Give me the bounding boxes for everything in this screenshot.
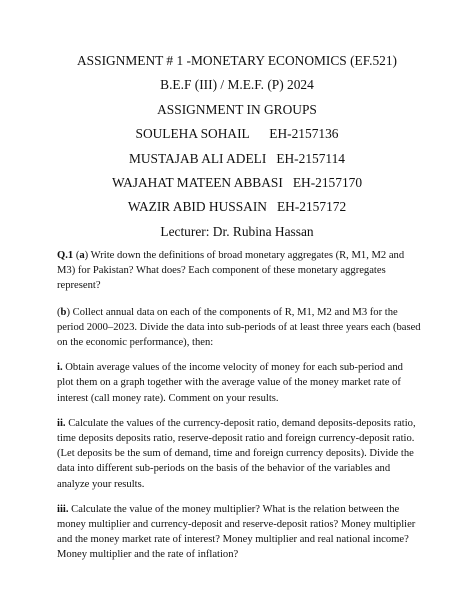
lecturer-line: Lecturer: Dr. Rubina Hassan: [160, 223, 314, 239]
question-1b: (b) Collect annual data on each of the components of R, M1, M2 and M3 for the period 2000–2023. Divide the data into sub-periods of at least three years each (based on the economic performance), then:: [57, 306, 421, 349]
sub-ii-text: Calculate the values of the currency-deposit ratio, demand deposits-deposits ratio, time deposits deposits ratio, reserve-deposit ratio and foreign currency-deposit ratio. (Let deposits be the sum of demand, time and foreign currency deposits). Divide the data into different sub-periods on the basis of the behavior of the variables and analyze your results.: [57, 417, 416, 490]
member-4: WAZIR ABID HUSSAIN EH-2157172: [127, 199, 347, 215]
part-b-tag: b: [60, 306, 67, 318]
question-1-label: Q.1: [57, 250, 74, 261]
assignment-title: ASSIGNMENT # 1 -MONETARY ECONOMICS (EF.521): [77, 53, 397, 68]
sub-i-tag: i.: [57, 362, 63, 374]
sub-question-ii: [57, 416, 421, 492]
question-body: [57, 248, 421, 573]
assignment-header: [0, 53, 474, 248]
part-a-tag: a: [79, 250, 85, 261]
sub-question-i: [57, 360, 421, 406]
part-b-text: Collect annual data on each of the components of R, M1, M2 and M3 for the period 2000–2023. Divide the data into sub-periods of at least three years each (based on the economic performance), then:: [57, 306, 421, 349]
group-heading: ASSIGNMENT IN GROUPS: [157, 101, 317, 117]
sub-iii-tag: iii.: [57, 503, 69, 515]
program-line: B.E.F (III) / M.E.F. (P) 2024: [160, 77, 314, 93]
member-3: WAJAHAT MATEEN ABBASI EH-2157170: [111, 174, 363, 190]
sub-i-text: Obtain average values of the income velocity of money for each sub-period and plot them on a graph together with the average value of the money market rate of interest (call money rate). Comment on your results.: [57, 362, 403, 404]
sub-iii-text: Calculate the value of the money multiplier? What is the relation between the money multiplier and currency-deposit and reserve-deposit ratios? Money multiplier and the money market rate of interest? Money multiplier and real national income? Money multiplier and the rate of inflation?: [57, 503, 416, 561]
sub-question-iii: [57, 502, 421, 563]
sub-ii-tag: ii.: [57, 417, 66, 429]
member-2: MUSTAJAB ALI ADELI EH-2157114: [128, 150, 346, 166]
question-1a: Q.1 (a) Write down the definitions of broad monetary aggregates (R, M1, M2 and M3) for Pakistan? What does? Each component of these monetary aggregates represent?: [57, 250, 405, 292]
part-a-text: Write down the definitions of broad monetary aggregates (R, M1, M2 and M3) for Pakistan? What does? Each component of these monetary aggregates represent?: [57, 250, 405, 292]
member-1: SOULEHA SOHAIL EH-2157136: [135, 126, 339, 142]
